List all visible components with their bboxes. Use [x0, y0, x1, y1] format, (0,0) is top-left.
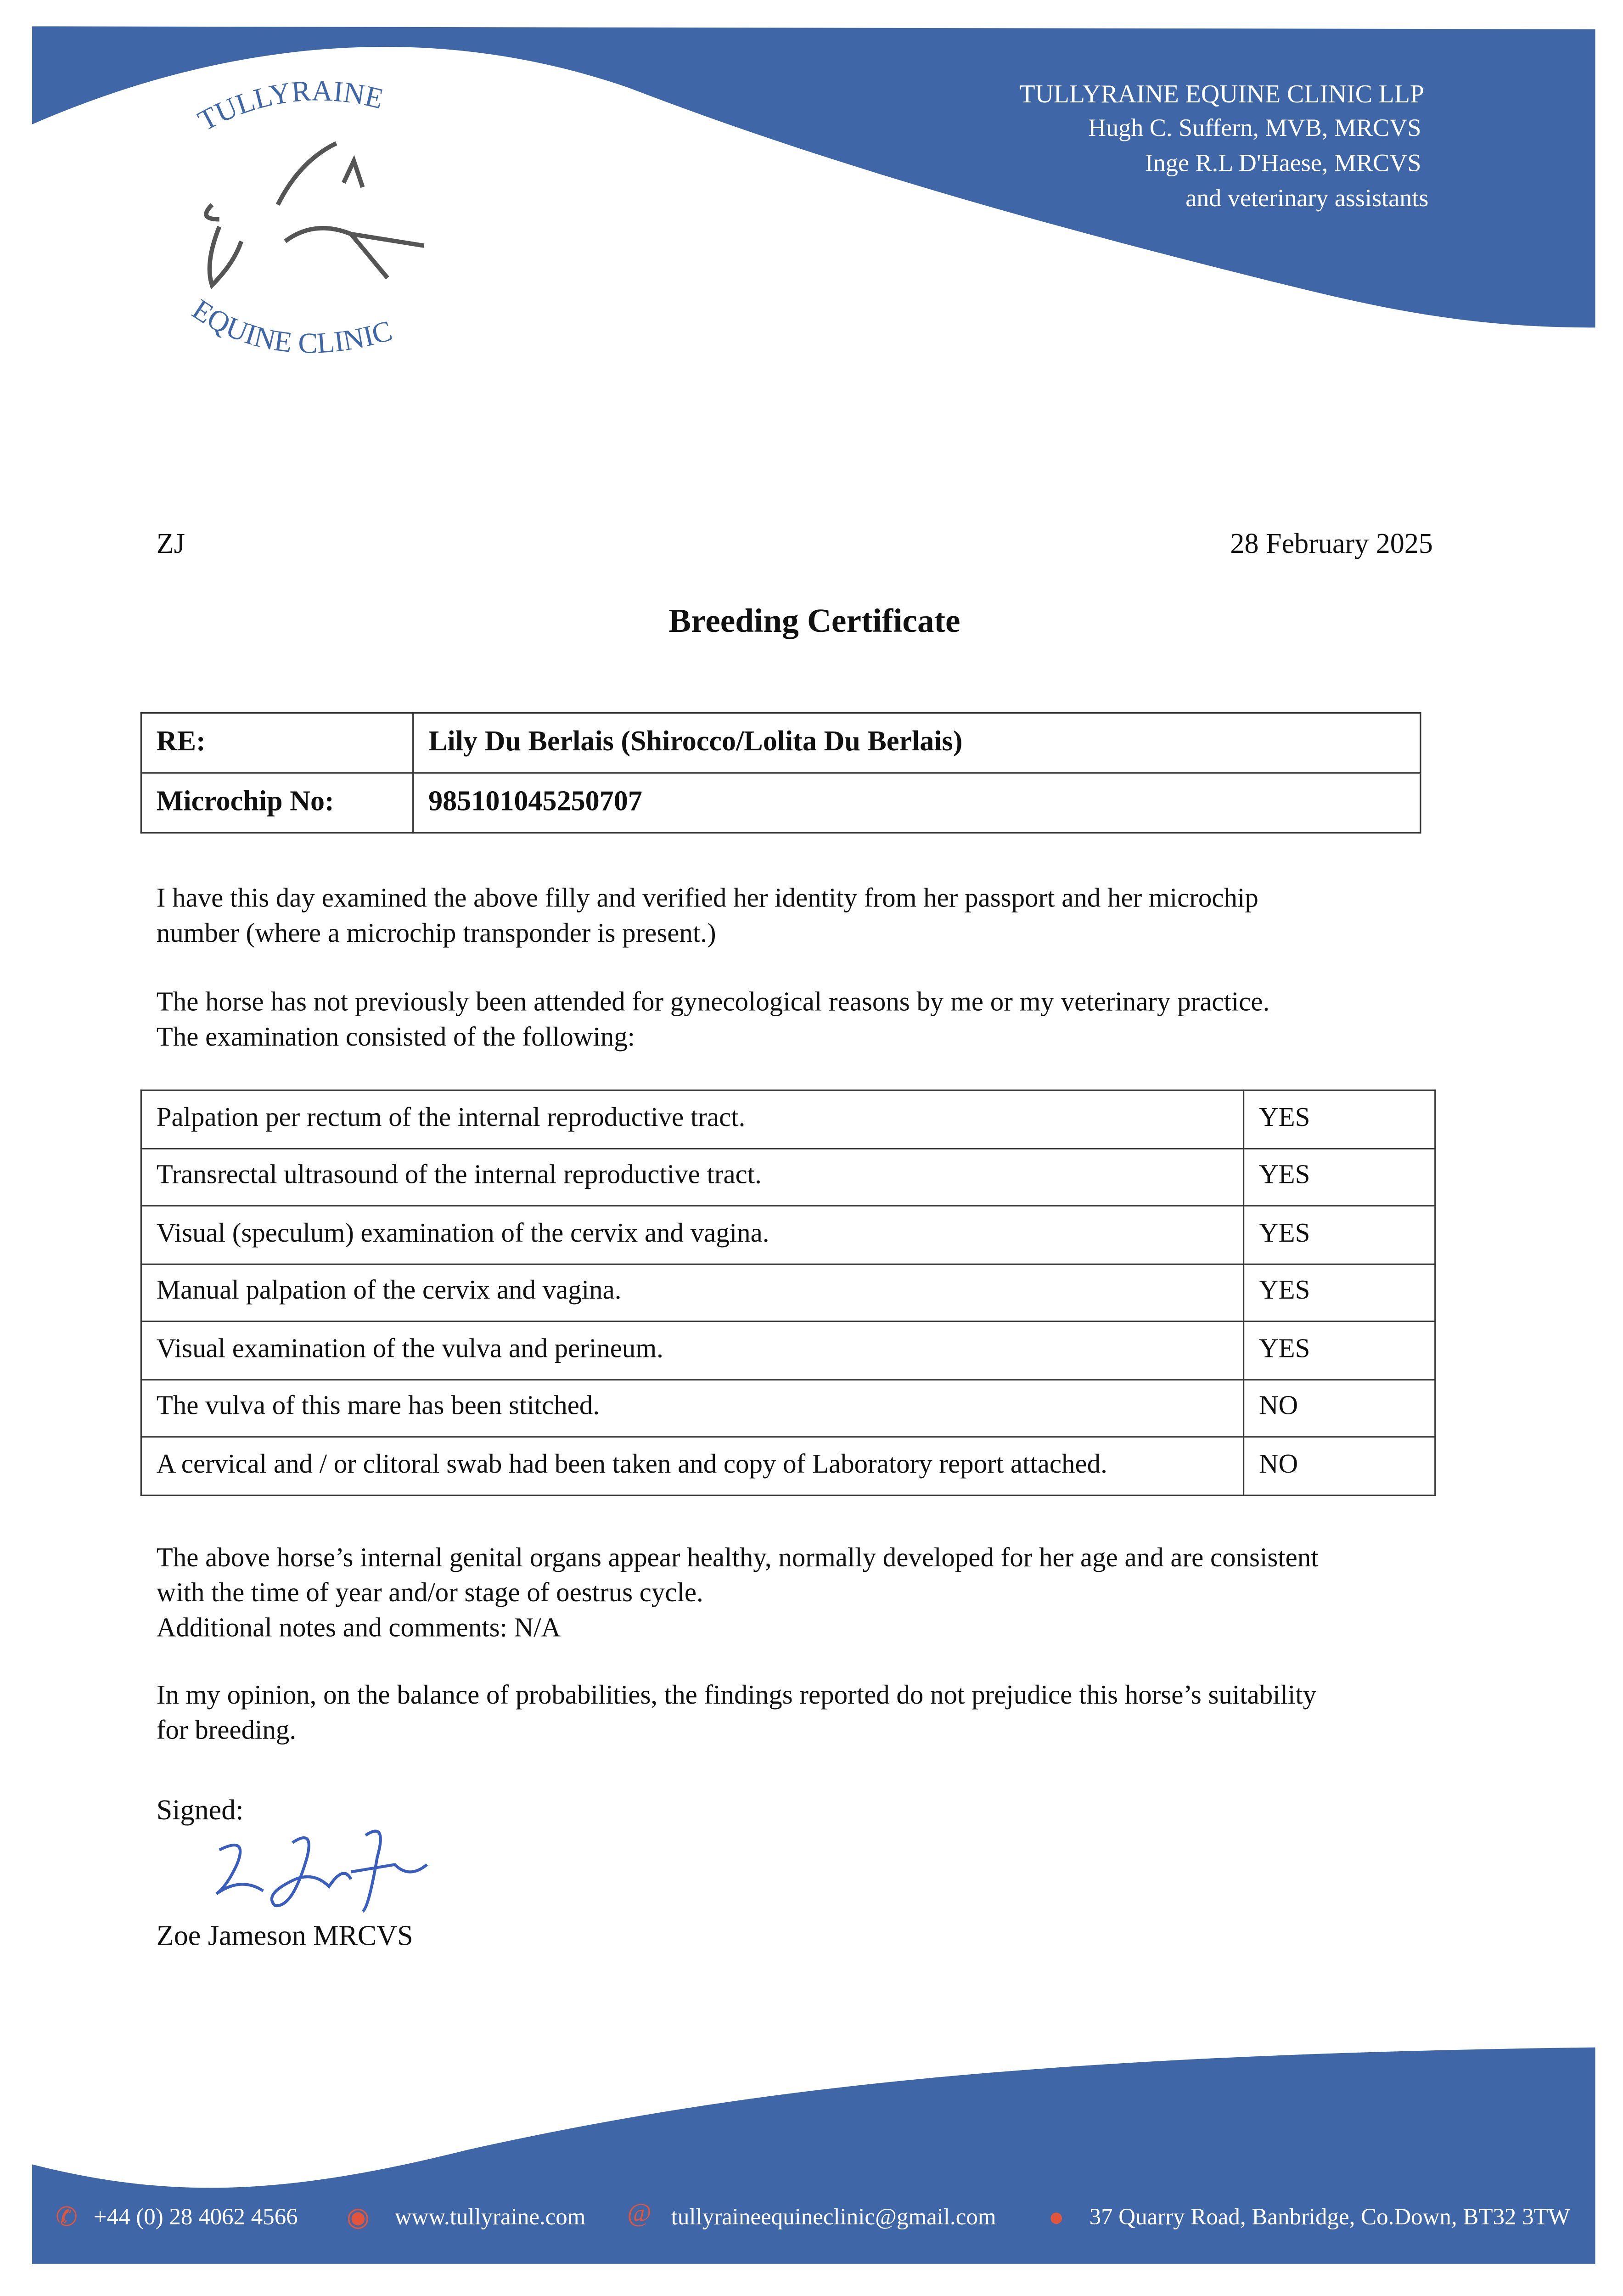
signatory-name: Zoe Jameson MRCVS: [156, 1921, 413, 1953]
clinic-name: TULLYRAINE EQUINE CLINIC LLP: [1019, 79, 1424, 108]
table-row: [141, 1264, 1435, 1322]
text-line: The examination consisted of the following:: [156, 1024, 635, 1053]
table-row: [141, 713, 1421, 773]
footer-website[interactable]: www.tullyraine.com: [394, 2205, 586, 2230]
footer-phone[interactable]: +44 (0) 28 4062 4566: [93, 2205, 298, 2230]
footer-email[interactable]: tullyraineequineclinic@gmail.com: [671, 2205, 996, 2230]
logo-bottom-text: EQUINE CLINIC: [186, 293, 396, 360]
microchip-label: Microchip No:: [141, 773, 413, 833]
footer-address: 37 Quarry Road, Banbridge, Co.Down, BT32 3TW: [1089, 2205, 1570, 2230]
table-row: [141, 1437, 1435, 1495]
location-pin-icon: ●: [1048, 2202, 1065, 2232]
table-row: [141, 1379, 1435, 1437]
text-line: Additional notes and comments: N/A: [156, 1614, 561, 1644]
examination-table: [140, 1090, 1436, 1496]
svg-text:TULLYRAINE: [192, 74, 387, 137]
text-line: with the time of year and/or stage of oestrus cycle.: [156, 1579, 703, 1609]
findings-paragraph: [157, 1542, 1319, 1647]
exam-result: YES: [1244, 1206, 1435, 1264]
exam-item: A cervical and / or clitoral swab had been taken and copy of Laboratory report attached.: [141, 1437, 1243, 1495]
horse-id-table: [140, 712, 1421, 833]
text-line: The above horse’s internal genital organs appear healthy, normally developed for her age and are consistent: [156, 1544, 1319, 1574]
text-line: I have this day examined the above filly and verified her identity from her passport and her microchip: [156, 884, 1258, 914]
exam-item: Palpation per rectum of the internal reproductive tract.: [141, 1090, 1243, 1148]
table-row: [141, 1321, 1435, 1379]
handwritten-signature: [205, 1821, 439, 1923]
assistants-line: and veterinary assistants: [1185, 184, 1429, 212]
exam-result: NO: [1244, 1379, 1435, 1437]
re-value: Lily Du Berlais (Shirocco/Lolita Du Berlais): [413, 713, 1421, 773]
exam-result: YES: [1244, 1264, 1435, 1322]
exam-item: Visual examination of the vulva and perineum.: [141, 1321, 1243, 1379]
text-line: The horse has not previously been attended for gynecological reasons by me or my veterinary practice.: [156, 988, 1270, 1018]
table-row: [141, 1148, 1435, 1206]
document-title: Breeding Certificate: [668, 602, 960, 639]
table-row: [141, 1090, 1435, 1148]
exam-result: YES: [1244, 1090, 1435, 1148]
microchip-value: 985101045250707: [413, 773, 1421, 833]
exam-item: The vulva of this mare has been stitched.: [141, 1379, 1243, 1437]
table-row: [141, 1206, 1435, 1264]
horse-logo-icon: [175, 73, 468, 380]
text-line: In my opinion, on the balance of probabilities, the findings reported do not prejudice this horse’s suitability: [156, 1682, 1317, 1711]
vet-name-1: Hugh C. Suffern, MVB, MRCVS: [1088, 114, 1421, 142]
exam-result: YES: [1244, 1321, 1435, 1379]
table-row: [141, 773, 1421, 833]
exam-result: YES: [1244, 1148, 1435, 1206]
exam-item: Manual palpation of the cervix and vagina.: [141, 1264, 1243, 1322]
phone-icon: ✆: [56, 2202, 78, 2232]
reference-initials: ZJ: [156, 529, 185, 560]
re-label: RE:: [141, 713, 413, 773]
identity-paragraph: [157, 882, 1258, 952]
text-line: for breeding.: [156, 1716, 297, 1746]
svg-text:EQUINE CLINIC: [186, 293, 396, 360]
logo-top-text: TULLYRAINE: [192, 74, 387, 137]
globe-icon: ◉: [346, 2202, 370, 2232]
text-line: number (where a microchip transponder is present.): [156, 920, 716, 949]
vet-name-2: Inge R.L D'Haese, MRCVS: [1145, 149, 1421, 177]
exam-item: Transrectal ultrasound of the internal reproductive tract.: [141, 1148, 1243, 1206]
letter-date: 28 February 2025: [1230, 529, 1433, 560]
history-paragraph: [157, 985, 1270, 1056]
exam-result: NO: [1244, 1437, 1435, 1495]
exam-item: Visual (speculum) examination of the cervix and vagina.: [141, 1206, 1243, 1264]
at-sign-icon: @: [627, 2198, 652, 2228]
signed-label: Signed:: [156, 1795, 244, 1827]
opinion-paragraph: [157, 1679, 1316, 1749]
